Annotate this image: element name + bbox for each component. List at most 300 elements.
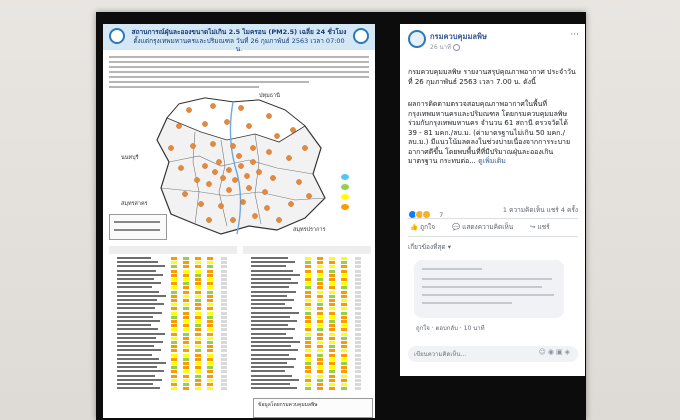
sticker-icon[interactable]: ◈ [564, 348, 572, 356]
table-row [243, 341, 371, 344]
level-cell [195, 291, 201, 294]
level-cell [329, 270, 335, 273]
level-cell [305, 278, 311, 281]
level-cell [207, 312, 213, 315]
level-cell [329, 362, 335, 365]
gif-icon[interactable]: ▣ [555, 348, 565, 356]
level-cell [221, 312, 227, 315]
table-row [109, 333, 237, 336]
share-button[interactable]: ↪ แชร์ [530, 223, 550, 231]
report-footer-box [253, 398, 373, 418]
level-cell [329, 366, 335, 369]
level-cell [305, 291, 311, 294]
table-row [109, 358, 237, 361]
level-cell [207, 265, 213, 268]
station-table-left [109, 246, 237, 396]
level-cell [195, 366, 201, 369]
level-cell [183, 370, 189, 373]
level-cell [195, 307, 201, 310]
level-cell [329, 307, 335, 310]
level-cell [207, 362, 213, 365]
level-cell [305, 366, 311, 369]
comment-text-line [422, 286, 542, 288]
comment-actions: ถูกใจ · ตอบกลับ · 10 นาที [416, 325, 485, 332]
level-cell [355, 307, 361, 310]
level-cell [305, 349, 311, 352]
reaction-count[interactable]: 7 [439, 210, 444, 219]
level-cell [341, 328, 347, 331]
level-cell [207, 270, 213, 273]
level-cell [341, 324, 347, 327]
level-cell [317, 265, 323, 268]
report-footer-title: ข้อมูลโดยกรมควบคุมมลพิษ [258, 402, 318, 408]
level-cell [171, 291, 177, 294]
level-cell [355, 278, 361, 281]
level-cell [195, 320, 201, 323]
station-table-right [243, 246, 371, 396]
station-name-redacted [117, 366, 157, 368]
level-cell [305, 375, 311, 378]
table-row [109, 366, 237, 369]
station-name-redacted [117, 299, 157, 301]
level-cell [171, 265, 177, 268]
station-name-redacted [251, 320, 297, 322]
level-cell [305, 354, 311, 357]
level-cell [305, 261, 311, 264]
level-cell [183, 312, 189, 315]
level-cell [305, 333, 311, 336]
map-label-nonthaburi: นนทบุรี [121, 155, 139, 161]
level-cell [317, 274, 323, 277]
level-cell [221, 337, 227, 340]
level-cell [317, 387, 323, 390]
level-cell [207, 295, 213, 298]
level-cell [171, 257, 177, 260]
station-name-redacted [117, 387, 160, 389]
level-cell [183, 358, 189, 361]
level-cell [183, 265, 189, 268]
level-cell [221, 282, 227, 285]
level-cell [195, 303, 201, 306]
table-row [243, 265, 371, 268]
table-row [243, 295, 371, 298]
level-cell [171, 362, 177, 365]
level-cell [171, 307, 177, 310]
table-row [109, 303, 237, 306]
level-cell [329, 291, 335, 294]
table-row [109, 370, 237, 373]
station-name-redacted [251, 278, 291, 280]
station-name-redacted [117, 320, 160, 322]
level-cell [341, 341, 347, 344]
table-row [109, 316, 237, 319]
level-cell [195, 358, 201, 361]
level-cell [355, 370, 361, 373]
level-cell [183, 270, 189, 273]
level-cell [183, 383, 189, 386]
ministry-logo-icon [353, 28, 369, 44]
level-cell [221, 379, 227, 382]
see-more-link[interactable]: ดูเพิ่มเติม [478, 157, 506, 165]
report-header [103, 24, 375, 53]
report-paragraph-line [109, 66, 369, 68]
station-name-redacted [117, 345, 154, 347]
level-cell [355, 316, 361, 319]
level-cell [195, 286, 201, 289]
legend-line [114, 221, 160, 223]
map-label-pathum-thani: ปทุมธานี [259, 93, 280, 99]
table-row [109, 320, 237, 323]
level-cell [183, 328, 189, 331]
comment-input[interactable] [414, 348, 524, 360]
level-cell [183, 295, 189, 298]
station-name-redacted [117, 362, 166, 364]
comment-like-link[interactable]: ถูกใจ [416, 325, 430, 332]
table-row [243, 274, 371, 277]
level-cell [317, 291, 323, 294]
level-cell [355, 265, 361, 268]
level-cell [317, 295, 323, 298]
level-cell [221, 341, 227, 344]
level-cell [329, 345, 335, 348]
level-cell [355, 362, 361, 365]
level-cell [329, 299, 335, 302]
level-cell [355, 379, 361, 382]
level-cell [317, 324, 323, 327]
station-name-redacted [251, 312, 299, 314]
table-row [109, 349, 237, 352]
report-paragraph-line [109, 76, 369, 78]
post-headline: กรมควบคุมมลพิษ รายงานสรุปคุณภาพอากาศ ประจำวันที่ 26 กุมภาพันธ์ 2563 เวลา 7.00 น. ดังนี้ [408, 68, 576, 86]
level-cell [221, 278, 227, 281]
station-name-redacted [251, 270, 293, 272]
level-cell [317, 312, 323, 315]
level-cell [355, 270, 361, 273]
station-name-redacted [251, 274, 300, 276]
level-cell [171, 366, 177, 369]
level-cell [221, 307, 227, 310]
level-cell [171, 261, 177, 264]
emoji-icon[interactable]: ☺ [538, 348, 548, 356]
level-cell [183, 299, 189, 302]
level-cell [329, 286, 335, 289]
level-cell [195, 270, 201, 273]
level-cell [171, 320, 177, 323]
station-name-redacted [117, 278, 154, 280]
station-name-redacted [117, 383, 153, 385]
comment-button[interactable]: 💬 แสดงความคิดเห็น [452, 223, 514, 231]
level-cell [341, 274, 347, 277]
globe-icon [453, 44, 460, 51]
table-row [243, 383, 371, 386]
level-cell [341, 286, 347, 289]
table-row [109, 261, 237, 264]
report-paragraph-line [109, 56, 369, 58]
station-name-redacted [251, 349, 298, 351]
level-moderate-swatch [341, 184, 349, 190]
level-cell [207, 383, 213, 386]
station-name-redacted [117, 257, 151, 259]
level-cell [317, 370, 323, 373]
station-name-redacted [251, 333, 286, 335]
level-cell [183, 349, 189, 352]
station-name-redacted [117, 270, 156, 272]
level-cell [171, 282, 177, 285]
level-cell [355, 257, 361, 260]
level-cell [183, 307, 189, 310]
level-cell [355, 274, 361, 277]
level-cell [171, 270, 177, 273]
station-name-redacted [251, 328, 295, 330]
station-name-redacted [117, 295, 166, 297]
table-row [109, 295, 237, 298]
table-row [243, 291, 371, 294]
level-cell [171, 316, 177, 319]
station-name-redacted [251, 299, 294, 301]
level-cell [171, 333, 177, 336]
level-cell [355, 320, 361, 323]
table-row [109, 345, 237, 348]
station-name-redacted [117, 274, 163, 276]
divider [408, 236, 578, 237]
comment-bubble [414, 260, 564, 318]
level-cell [305, 370, 311, 373]
level-cell [341, 307, 347, 310]
table-row [243, 349, 371, 352]
level-cell [195, 333, 201, 336]
station-name-redacted [117, 312, 162, 314]
level-cell [341, 349, 347, 352]
level-cell [317, 303, 323, 306]
level-cell [221, 303, 227, 306]
level-cell [207, 303, 213, 306]
table-row [243, 303, 371, 306]
table-row [109, 362, 237, 365]
report-title: สถานการณ์ฝุ่นละอองขนาดไม่เกิน 2.5 ไมครอน (PM2.5) เฉลี่ย 24 ชั่วโมง [131, 28, 347, 36]
station-name-redacted [117, 282, 161, 284]
level-cell [221, 286, 227, 289]
facebook-post [400, 24, 585, 376]
level-cell [195, 265, 201, 268]
level-cell [329, 379, 335, 382]
table-row [109, 270, 237, 273]
level-cell [221, 354, 227, 357]
map-label-samut-sakhon: สมุทรสาคร [121, 201, 148, 207]
level-cell [317, 278, 323, 281]
level-cell [341, 379, 347, 382]
more-icon[interactable]: ··· [570, 30, 579, 40]
level-cell [207, 282, 213, 285]
level-cell [171, 286, 177, 289]
level-cell [341, 337, 347, 340]
level-cell [355, 299, 361, 302]
table-row [109, 337, 237, 340]
level-cell [355, 354, 361, 357]
comment-share-stats[interactable]: 1 ความคิดเห็น แชร์ 4 ครั้ง [502, 206, 578, 214]
station-name-redacted [251, 366, 294, 368]
level-cell [221, 383, 227, 386]
level-cell [317, 366, 323, 369]
station-name-redacted [251, 303, 285, 305]
level-cell [195, 278, 201, 281]
level-cell [317, 282, 323, 285]
table-row [109, 328, 237, 331]
level-cell [317, 383, 323, 386]
level-cell [317, 320, 323, 323]
station-name-redacted [251, 341, 300, 343]
table-row [243, 328, 371, 331]
level-cell [221, 257, 227, 260]
level-cell [195, 328, 201, 331]
air-quality-report-image[interactable] [103, 24, 375, 418]
table-row [243, 282, 371, 285]
table-row [243, 354, 371, 357]
level-cell [329, 333, 335, 336]
legend-line [114, 229, 160, 231]
level-cell [171, 278, 177, 281]
table-row [109, 312, 237, 315]
station-name-redacted [251, 370, 285, 372]
post-timestamp[interactable] [430, 42, 460, 52]
level-cell [221, 387, 227, 390]
table-row [109, 265, 237, 268]
level-cell [183, 362, 189, 365]
level-cell [221, 358, 227, 361]
level-cell [207, 261, 213, 264]
level-cell [207, 316, 213, 319]
level-cell [171, 383, 177, 386]
level-cell [317, 358, 323, 361]
level-cell [183, 341, 189, 344]
level-cell [207, 333, 213, 336]
table-row [109, 274, 237, 277]
level-cell [221, 261, 227, 264]
station-name-redacted [251, 358, 296, 360]
station-name-redacted [251, 362, 287, 364]
level-cell [341, 278, 347, 281]
level-cell [221, 320, 227, 323]
table-row [109, 383, 237, 386]
level-cell [195, 379, 201, 382]
level-cell [341, 383, 347, 386]
level-cell [207, 345, 213, 348]
comment-reply-link[interactable]: ตอบกลับ [435, 325, 458, 332]
reactions-bar [408, 204, 578, 219]
level-cell [221, 316, 227, 319]
level-cell [183, 337, 189, 340]
level-cell [221, 370, 227, 373]
level-cell [355, 387, 361, 390]
station-name-redacted [117, 303, 164, 305]
station-name-redacted [117, 324, 151, 326]
level-cell [317, 333, 323, 336]
level-cell [171, 295, 177, 298]
level-cell [305, 387, 311, 390]
table-row [109, 299, 237, 302]
map-legend [109, 214, 167, 240]
level-cell [341, 303, 347, 306]
table-row [243, 375, 371, 378]
station-name-redacted [251, 375, 292, 377]
page-name-link[interactable]: กรมควบคุมมลพิษ [430, 32, 487, 41]
level-cell [171, 299, 177, 302]
table-row [109, 341, 237, 344]
level-cell [329, 320, 335, 323]
level-cell [329, 375, 335, 378]
table-row [243, 316, 371, 319]
station-name-redacted [117, 349, 161, 351]
level-cell [305, 337, 311, 340]
level-cell [329, 303, 335, 306]
table-row [109, 387, 237, 390]
level-cell [207, 337, 213, 340]
table-row [109, 257, 237, 260]
level-cell [305, 282, 311, 285]
post-body-text: ผลการติดตามตรวจสอบคุณภาพอากาศในพื้นที่กรุงเทพมหานครและปริมณฑล โดยกรมควบคุมมลพิษร่วมกับกรุงเทพมหานคร จำนวน 61 สถานี ตรวจวัดได้ 39 - 81 มคก./ลบ.ม. (ค่ามาตรฐานไม่เกิน 50 มคก./ลบ.ม.) มีแนวโน้มลดลงในช่วงบ่ายเนื่องจากการระบายอากาศดีขึ้น โดยพบพื้นที่ที่มีปริมาณฝุ่นละอองเกินมาตรฐาน กระทบต่อ... [408, 100, 571, 165]
report-paragraph-line [109, 71, 369, 73]
station-name-redacted [117, 358, 159, 360]
report-subtitle: ตั้งแต่กรุงเทพมหานครและปริมณฑล วันที่ 26 กุมภาพันธ์ 2563 เวลา 07:00 น. [133, 37, 345, 53]
level-cell [329, 278, 335, 281]
level-cell [207, 286, 213, 289]
table-header [243, 246, 371, 254]
level-cell [171, 345, 177, 348]
level-cell [195, 341, 201, 344]
level-cell [305, 274, 311, 277]
level-cell [341, 261, 347, 264]
post-body [408, 100, 578, 167]
level-cell [171, 387, 177, 390]
level-cell [183, 379, 189, 382]
station-name-redacted [251, 324, 288, 326]
level-cell [171, 337, 177, 340]
station-name-redacted [251, 316, 290, 318]
level-cell [305, 270, 311, 273]
report-paragraph-line [109, 81, 309, 83]
level-cell [183, 291, 189, 294]
comment-author-redacted [422, 268, 482, 270]
level-cell [183, 286, 189, 289]
camera-icon[interactable]: ◉ [547, 348, 556, 356]
like-label: ถูกใจ [420, 223, 436, 231]
station-name-redacted [251, 257, 288, 259]
table-row [109, 278, 237, 281]
composer-icons [539, 348, 572, 356]
level-cell [329, 370, 335, 373]
station-name-redacted [251, 379, 299, 381]
page-avatar[interactable] [408, 30, 426, 48]
level-cell [317, 379, 323, 382]
level-cell [183, 375, 189, 378]
level-caution-swatch [341, 194, 349, 200]
level-cell [195, 362, 201, 365]
comment-sort-dropdown[interactable]: เกี่ยวข้องที่สุด ▾ [408, 243, 451, 251]
level-cell [183, 354, 189, 357]
station-name-redacted [117, 307, 155, 309]
level-cell [221, 274, 227, 277]
station-name-redacted [117, 370, 164, 372]
level-cell [355, 349, 361, 352]
level-cell [305, 379, 311, 382]
level-cell [341, 270, 347, 273]
level-cell [183, 261, 189, 264]
pcd-logo-icon [109, 28, 125, 44]
report-paragraph-line [109, 61, 369, 63]
level-cell [329, 337, 335, 340]
level-cell [355, 303, 361, 306]
level-cell [305, 341, 311, 344]
like-button[interactable]: 👍 ถูกใจ [410, 223, 436, 231]
